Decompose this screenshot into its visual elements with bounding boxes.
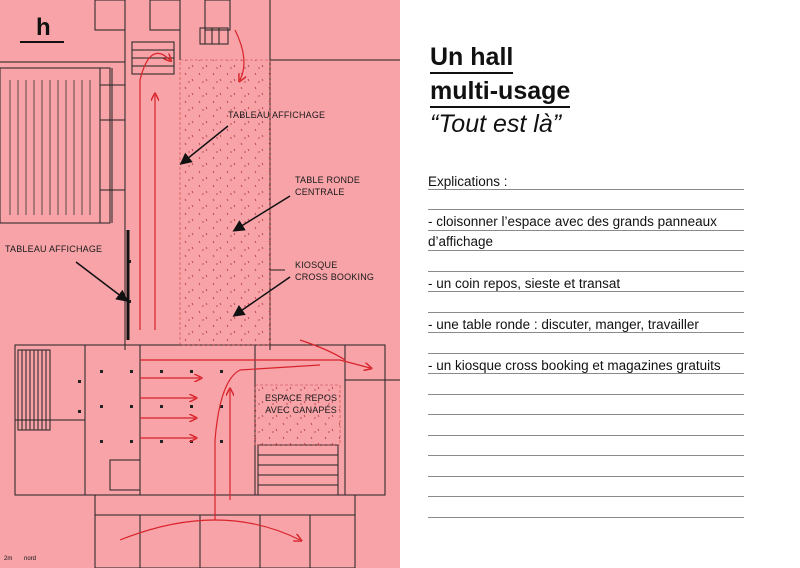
text-panel (400, 0, 800, 568)
writing-line (428, 476, 744, 477)
writing-line (428, 353, 744, 354)
writing-line (428, 414, 744, 415)
explanations-heading: Explications : (428, 174, 508, 189)
explanation-item-2: - un coin repos, sieste et transat (428, 276, 621, 291)
label-tableau-affichage-top: TABLEAU AFFICHAGE (228, 110, 326, 120)
scale-label: 2m (4, 556, 13, 562)
label-tableau-affichage-left: TABLEAU AFFICHAGE (5, 244, 103, 254)
label-table-ronde: TABLE RONDE CENTRALE (295, 175, 361, 197)
explanation-item-1: - cloisonner l’espace avec des grands panneaux d’affichage (428, 214, 717, 249)
writing-line (428, 373, 744, 374)
writing-line (428, 209, 744, 210)
section-letter: h (36, 14, 51, 41)
writing-line (428, 496, 744, 497)
explanation-item-3: - une table ronde : discuter, manger, travailler (428, 317, 699, 332)
writing-line (428, 455, 744, 456)
title-line-2: multi-usage (430, 76, 570, 106)
label-espace-repos: ESPACE REPOS AVEC CANAPÉS (265, 393, 338, 415)
north-label: nord (24, 556, 37, 562)
label-kiosque: KIOSQUE CROSS BOOKING (295, 260, 375, 282)
writing-line (428, 517, 744, 518)
writing-line (428, 230, 744, 231)
writing-line (428, 189, 744, 190)
writing-line (428, 291, 744, 292)
writing-line (428, 312, 744, 313)
writing-line (428, 435, 744, 436)
writing-line (428, 250, 744, 251)
title-line-1: Un hall (430, 42, 513, 72)
explanation-item-4: - un kiosque cross booking et magazines gratuits (428, 358, 721, 373)
section-underline (20, 41, 64, 43)
subtitle: “Tout est là” (430, 110, 562, 138)
writing-line (428, 271, 744, 272)
writing-line (428, 394, 744, 395)
writing-line (428, 332, 744, 333)
